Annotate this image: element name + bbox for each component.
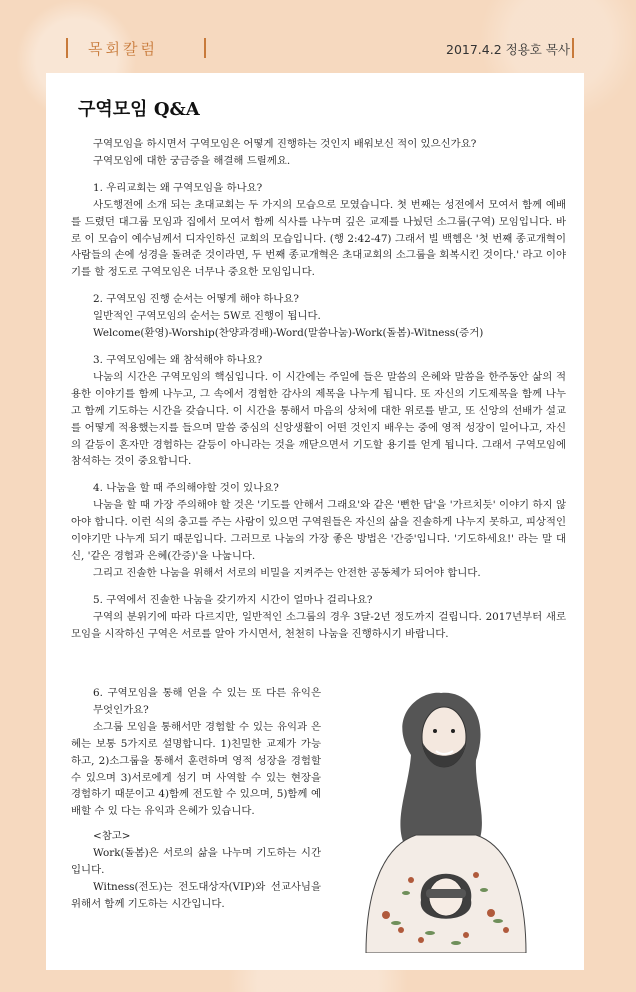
byline: 2017.4.2 정용호 목사 <box>446 42 570 57</box>
intro-line-2: 구역모임에 대한 궁금증을 해결해 드릴께요. <box>93 154 291 167</box>
column-title: 목회칼럼 <box>88 40 158 58</box>
question-4: 4. 나눔을 할 때 주의해야할 것이 있나요? <box>93 482 279 495</box>
answer-4: 나눔을 할 때 가장 주의해야 할 것은 '기도를 안해서 그래요'와 같은 '뻔한 답'을 '가르치듯' 이야기 하지 않아야 합니다. 이런 식의 충고를 주는 사람이 있으면 구역원들은 자신의 삶을 진솔하게 나누지 못하고, 피상적인 이야기만 나누게 되기 때문입니다. 그러므로 나눔의 가장 좋은 방법은 '간증'입니다. '기도하세요!' 라는 말 대신, '같은 경험과 은혜(간증)'을 나눕니다. <box>71 499 566 562</box>
answer-6: 소그룹 모임을 통해서만 경험할 수 있는 유익과 은혜는 보통 5가지로 설명합니다. 1)친밀한 교제가 가능하고, 2)소그룹을 통해서 훈련하며 영적 성장을 경험할 수 있으며 3)서로에게 섬기 며 사역할 수 있는 현장을 경험하기 때문이고 4)함께 전도할 수 있으며, 5)함께 예배할 수 있 다는 유익과 은혜가 있습니다. <box>71 720 321 818</box>
intro-line-1: 구역모임을 하시면서 구역모임은 어떻게 진행하는 것인지 배워보신 적이 있으신가요? <box>93 138 477 150</box>
note-witness: Witness(전도)는 전도대상자(VIP)와 선교사님을 위해서 함께 기도하는 시간입니다. <box>71 880 321 910</box>
question-6: 6. 구역모임을 통해 얻을 수 있는 또 다른 유익은 무엇인가요? <box>93 687 321 716</box>
jesus-and-child-illustration <box>326 685 551 953</box>
answer-4-extra: 그리고 진솔한 나눔을 위해서 서로의 비밀을 지켜주는 안전한 공동체가 되어야 합니다. <box>93 566 481 579</box>
article-body <box>71 136 566 642</box>
note-title: <참고> <box>93 830 131 843</box>
eye-right <box>451 729 455 733</box>
question-5: 5. 구역에서 진솔한 나눔을 갖기까지 시간이 얼마나 걸리나요? <box>93 593 373 606</box>
answer-3: 나눔의 시간은 구역모임의 핵심입니다. 이 시간에는 주일에 들은 말씀의 은혜와 말씀을 한주동안 삶의 적용한 이야기를 함께 나누고, 그 속에서 경험한 감사의 제목을 나누게 됩니다. 또 자신의 기도제목을 함께 나누고 함께 기도하는 시간을 갖습니다. 이 시간을 통해서 마음의 상처에 대한 위로를 받고, 또 신앙의 선배가 설교를 어떻게 적용했는지를 들으며 말씀 중심의 신앙생활이 어떤 것인지 배우는 중에 영적 성장이 일어나고, 자신의 갈등이 혼자만 경험하는 갈등이 아니라는 것을 깨닫으면서 기도할 용기를 얻게 됩니다. 그래서 구역모임에 참석하는 것이 중요합니다. <box>71 370 566 468</box>
note-work: Work(돌봄)은 서로의 삶을 나누며 기도하는 시간입니다. <box>71 847 321 877</box>
answer-2-steps: Welcome(환영)-Worship(찬양과경배)-Word(말씀나눔)-Work(돌봄)-Witness(증거) <box>93 327 484 340</box>
blindfold-hand <box>426 889 466 898</box>
article-card <box>46 73 584 970</box>
question-2: 2. 구역모임 진행 순서는 어떻게 해야 하나요? <box>93 293 299 306</box>
article-title: 구역모임 Q&A <box>78 99 200 120</box>
question-1: 1. 우리교회는 왜 구역모임을 하나요? <box>93 181 263 194</box>
header-divider-mid <box>204 38 206 58</box>
answer-2: 일반적인 구역모임의 순서는 5W로 진행이 됩니다. <box>93 310 321 323</box>
answer-5: 구역의 분위기에 따라 다르지만, 일반적인 소그룹의 경우 3달-2년 정도까지 걸립니다. 2017년부터 새로 모임을 시작하신 구역은 서로를 알아 가시면서, 천천히 나눔을 진행하시기 바랍니다. <box>71 610 566 640</box>
section-6 <box>71 685 321 913</box>
answer-1: 사도행전에 소개 되는 초대교회는 두 가지의 모습으로 모였습니다. 첫 번째는 성전에서 모여서 함께 예배를 드렸던 대그룹 모임과 집에서 모여서 함께 식사를 나누며 깊은 교제를 나눴던 소그룹(구역) 모임입니다. 바로 이 모습이 예수님께서 디자인하신 교회의 모습입니다. (행 2:42-47) 그래서 빌 백헴은 '첫 번째 종교개혁이 사람들의 손에 성경을 돌려준 것이라면, 두 번째 종교개혁은 초대교회의 소그룹을 회복시킨 것이다.' 라고 이야기를 할 정도로 구역모임은 너무나 중요한 모임입니다. <box>71 198 566 279</box>
eye-left <box>433 729 437 733</box>
question-3: 3. 구역모임에는 왜 참석해야 하나요? <box>93 353 263 366</box>
header-divider-right <box>572 38 574 58</box>
header <box>0 0 636 66</box>
